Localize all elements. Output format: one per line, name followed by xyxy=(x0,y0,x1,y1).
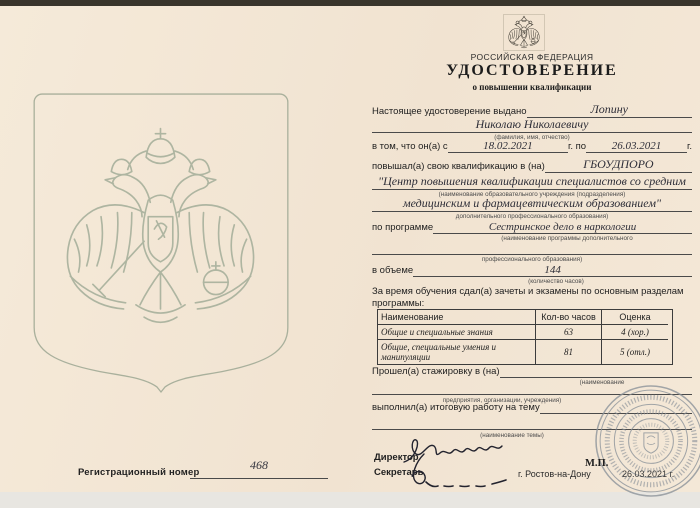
table-header-grade: Оценка xyxy=(602,310,668,325)
program-caption-2: профессионального образования) xyxy=(481,256,583,263)
issued-to-row xyxy=(372,102,692,118)
exams-paragraph: За время обучения сдал(а) зачеты и экзамены по основным разделам программы: xyxy=(372,286,684,309)
qualification-value: ГБОУДПОРО xyxy=(545,157,692,173)
name-caption: (фамилия, имя, отчество) xyxy=(494,134,570,141)
program-row xyxy=(372,218,692,234)
issued-to-label: Настоящее удостоверение выдано xyxy=(372,106,527,117)
program-extra-line xyxy=(372,254,692,255)
certificate-paper xyxy=(0,6,700,492)
round-seal-stamp-icon xyxy=(594,384,700,498)
internship-label: Прошел(а) стажировку в (на) xyxy=(372,366,500,377)
issued-to-value: Лопину xyxy=(527,102,692,118)
institution-caption-1: (наименование образовательного учреждения (подразделения) xyxy=(438,191,626,198)
period-row xyxy=(372,137,692,153)
period-suffix: г. xyxy=(687,141,692,152)
director-label: Директор xyxy=(374,452,419,463)
internship-row xyxy=(372,366,692,378)
name-row xyxy=(372,117,692,133)
document-title: УДОСТОВЕРЕНИЕ xyxy=(446,62,618,79)
volume-row xyxy=(372,261,692,277)
institution-row-1 xyxy=(372,174,692,190)
stamp-place-mark: М.П. xyxy=(585,458,609,469)
table-row-hours: 81 xyxy=(536,340,602,364)
table-row-grade: 4 (хор.) xyxy=(602,325,668,340)
table-header-hours: Кол-во часов xyxy=(536,310,602,325)
program-caption-1: (наименование программы дополнительного xyxy=(501,235,633,242)
thesis-caption: (наименование темы) xyxy=(480,432,544,439)
country-name: РОССИЙСКАЯ ФЕДЕРАЦИЯ xyxy=(470,52,594,62)
volume-label: в объеме xyxy=(372,265,414,276)
table-row-name: Общие, специальные умения и манипуляции xyxy=(378,340,536,364)
institution-line1-value: "Центр повышения квалификации специалистов со средним xyxy=(372,174,692,190)
registration-number-value: 468 xyxy=(190,458,328,479)
program-label: по программе xyxy=(372,222,434,233)
period-prefix: в том, что он(а) с xyxy=(372,141,448,152)
program-value: Сестринское дело в наркологии xyxy=(433,221,692,234)
russian-coat-of-arms-icon xyxy=(504,15,544,50)
program-row-2 xyxy=(372,242,692,255)
table-row-hours: 63 xyxy=(536,325,602,340)
grades-table xyxy=(377,309,673,365)
institution-row-2 xyxy=(372,196,692,212)
double-headed-eagle-watermark-icon xyxy=(58,118,263,340)
volume-caption: (количество часов) xyxy=(528,278,584,285)
thesis-label: выполнил(а) итоговую работу на тему xyxy=(372,402,540,413)
period-from-value: 18.02.2021 xyxy=(448,140,568,153)
table-row-grade: 5 (отл.) xyxy=(620,347,650,357)
qualification-row xyxy=(372,157,692,173)
table-header-name: Наименование xyxy=(378,310,536,325)
issue-date: 26.03.2021 г. xyxy=(622,469,675,479)
period-to-value: 26.03.2021 xyxy=(586,140,687,153)
secretary-label: Секретарь xyxy=(374,467,424,478)
city-label: г. Ростов-на-Дону xyxy=(518,469,591,479)
table-row-name: Общие и специальные знания xyxy=(378,325,536,340)
internship-caption-1: (наименование xyxy=(579,379,625,386)
institution-caption-2: дополнительного профессионального образования) xyxy=(455,213,609,220)
period-mid: г. по xyxy=(568,141,587,152)
qualification-label: повышал(а) свою квалификацию в (на) xyxy=(372,161,545,172)
document-subtitle: о повышении квалификации xyxy=(472,82,592,92)
secretary-signature xyxy=(394,452,529,494)
registration-number-row xyxy=(78,460,199,478)
internship-caption-2: предприятия, организации, учреждения) xyxy=(442,397,562,404)
internship-value xyxy=(500,377,692,378)
name-value: Николаю Николаевичу xyxy=(372,117,692,133)
registration-number-label: Регистрационный номер xyxy=(78,467,200,478)
institution-line2-value: медицинским и фармацевтическим образованием" xyxy=(372,196,692,212)
certificate-form xyxy=(372,6,692,508)
coat-of-arms-emblem xyxy=(503,14,545,51)
volume-value: 144 xyxy=(413,264,692,277)
